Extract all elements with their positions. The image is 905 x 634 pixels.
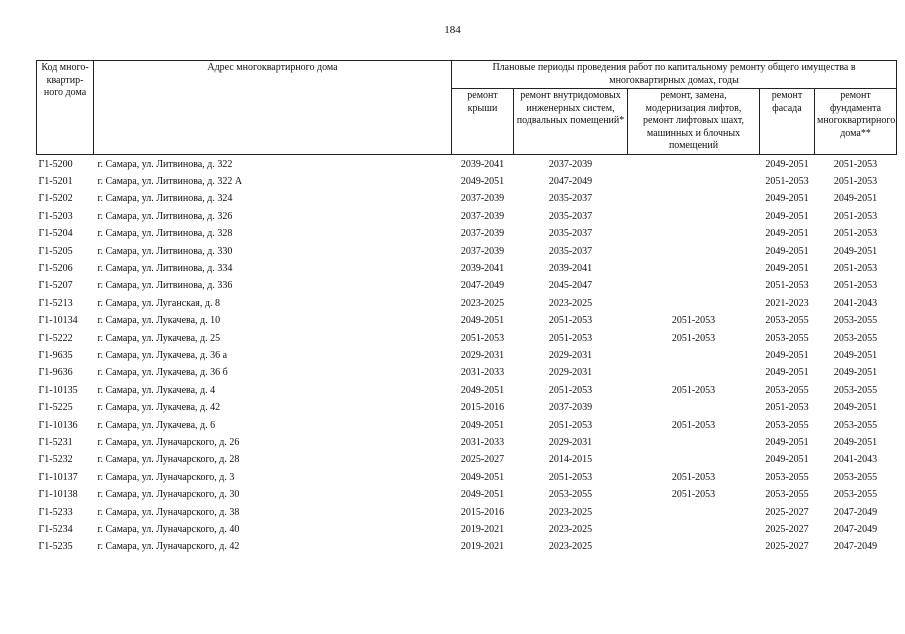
- elevators-period-cell: [628, 260, 760, 277]
- systems-period-cell: 2035-2037: [548, 245, 593, 257]
- code-cell: Г1-5231: [38, 437, 73, 448]
- code-cell: Г1-5200: [38, 158, 73, 170]
- elevators-period-cell: [628, 190, 760, 207]
- address-cell: г. Самара, ул. Литвинова, д. 322 А: [97, 175, 243, 187]
- facade-period-cell: 2053-2055: [765, 332, 809, 344]
- foundation-period-cell: 2053-2055: [833, 489, 878, 501]
- table-row: [37, 521, 897, 538]
- systems-period-cell: 2037-2039: [548, 158, 593, 170]
- code-cell: Г1-5234: [38, 524, 73, 536]
- facade-period-cell: 2049-2051: [765, 228, 809, 240]
- elevators-period-cell: [628, 295, 760, 312]
- code-cell: Г1-5235: [38, 541, 73, 553]
- facade-period-cell: 2053-2055: [765, 315, 809, 327]
- elevators-period-cell: [628, 225, 760, 242]
- table-row: [37, 312, 897, 329]
- address-cell: г. Самара, ул. Луначарского, д. 3: [97, 471, 235, 483]
- foundation-period-cell: 2047-2049: [833, 506, 878, 518]
- elevators-period-cell: 2051-2053: [671, 489, 716, 501]
- roof-period-cell: 2049-2051: [460, 489, 505, 501]
- systems-period-cell: 2029-2031: [548, 367, 593, 379]
- roof-period-cell: 2039-2041: [460, 262, 505, 274]
- elevators-period-cell: [628, 154, 760, 173]
- systems-period-cell: 2023-2025: [548, 506, 593, 518]
- table-row: [37, 190, 897, 207]
- table-row: [37, 486, 897, 503]
- foundation-period-cell: 2041-2043: [833, 454, 878, 466]
- foundation-period-cell: 2051-2053: [833, 262, 878, 274]
- facade-period-cell: 2049-2051: [765, 193, 809, 205]
- header-foundation: ремонт фундамента многоквартирного дома**: [815, 89, 897, 155]
- code-cell: Г1-5206: [38, 262, 73, 274]
- facade-period-cell: 2025-2027: [765, 506, 809, 518]
- header-address: Адрес многоквартирного дома: [94, 61, 452, 155]
- facade-period-cell: 2049-2051: [765, 367, 809, 379]
- address-cell: г. Самара, ул. Литвинова, д. 324: [97, 193, 233, 205]
- table-row: [37, 399, 897, 416]
- foundation-period-cell: 2051-2053: [833, 175, 878, 187]
- address-cell: г. Самара, ул. Лукачева, д. 4: [97, 384, 216, 396]
- foundation-period-cell: 2047-2049: [833, 524, 878, 536]
- address-cell: г. Самара, ул. Лукачева, д. 36 а: [97, 349, 228, 361]
- roof-period-cell: 2037-2039: [460, 210, 505, 222]
- systems-period-cell: 2035-2037: [548, 193, 593, 205]
- facade-period-cell: 2049-2051: [765, 454, 809, 466]
- foundation-period-cell: 2053-2055: [833, 315, 878, 327]
- foundation-period-cell: 2051-2053: [833, 158, 878, 170]
- foundation-period-cell: 2047-2049: [833, 541, 878, 553]
- address-cell: г. Самара, ул. Литвинова, д. 336: [97, 280, 233, 292]
- roof-period-cell: 2031-2033: [460, 367, 505, 379]
- table-row: [37, 538, 897, 555]
- code-cell: Г1-9635: [38, 349, 73, 361]
- facade-period-cell: 2051-2053: [765, 175, 809, 187]
- systems-period-cell: 2023-2025: [548, 524, 593, 536]
- systems-period-cell: 2045-2047: [548, 280, 593, 292]
- address-cell: г. Самара, ул. Лукачева, д. 6: [97, 419, 216, 431]
- facade-period-cell: 2021-2023: [765, 297, 809, 309]
- systems-period-cell: 2051-2053: [548, 384, 593, 396]
- systems-period-cell: 2029-2031: [548, 349, 593, 361]
- elevators-period-cell: [628, 504, 760, 521]
- table-row: [37, 417, 897, 434]
- table-row: [37, 225, 897, 242]
- table-row: [37, 504, 897, 521]
- elevators-period-cell: 2051-2053: [671, 384, 716, 396]
- systems-period-cell: 2051-2053: [548, 315, 593, 327]
- facade-period-cell: 2053-2055: [765, 419, 809, 431]
- roof-period-cell: 2051-2053: [460, 332, 505, 344]
- elevators-period-cell: 2051-2053: [671, 471, 716, 483]
- address-cell: г. Самара, ул. Литвинова, д. 330: [97, 245, 233, 257]
- systems-period-cell: 2035-2037: [548, 228, 593, 240]
- facade-period-cell: 2049-2051: [765, 245, 809, 257]
- table-row: [37, 364, 897, 381]
- address-cell: г. Самара, ул. Луначарского, д. 38: [97, 506, 240, 518]
- foundation-period-cell: 2053-2055: [833, 419, 878, 431]
- roof-period-cell: 2019-2021: [460, 524, 505, 536]
- table-row: [37, 260, 897, 277]
- table-row: [37, 208, 897, 225]
- table-row: [37, 277, 897, 294]
- code-cell: Г1-10134: [38, 315, 78, 327]
- elevators-period-cell: [628, 399, 760, 416]
- facade-period-cell: 2053-2055: [765, 471, 809, 483]
- roof-period-cell: 2029-2031: [460, 349, 505, 361]
- roof-period-cell: 2023-2025: [460, 297, 505, 309]
- roof-period-cell: 2019-2021: [460, 541, 505, 553]
- elevators-period-cell: [628, 364, 760, 381]
- elevators-period-cell: [628, 521, 760, 538]
- code-cell: Г1-10137: [38, 471, 78, 483]
- roof-period-cell: 2037-2039: [460, 228, 505, 240]
- systems-period-cell: 2014-2015: [548, 454, 593, 466]
- table-body: [37, 154, 897, 556]
- address-cell: г. Самара, ул. Луначарского, д. 26: [97, 437, 240, 448]
- table-row: [37, 173, 897, 190]
- roof-period-cell: 2049-2051: [460, 384, 505, 396]
- address-cell: г. Самара, ул. Литвинова, д. 328: [97, 228, 233, 240]
- table-row: [37, 469, 897, 486]
- elevators-period-cell: 2051-2053: [671, 332, 716, 344]
- code-cell: Г1-9636: [38, 367, 73, 379]
- facade-period-cell: 2049-2051: [765, 349, 809, 361]
- header-code: Код много-квартир-ного дома: [37, 61, 94, 155]
- elevators-period-cell: [628, 277, 760, 294]
- elevators-period-cell: 2051-2053: [671, 315, 716, 327]
- systems-period-cell: 2029-2031: [548, 437, 593, 448]
- foundation-period-cell: 2051-2053: [833, 228, 878, 240]
- facade-period-cell: 2049-2051: [765, 437, 809, 448]
- foundation-period-cell: 2049-2051: [833, 402, 878, 414]
- header-elevators: ремонт, замена, модернизация лифтов, ремонт лифтовых шахт, машинных и блочных помещений: [628, 89, 760, 155]
- roof-period-cell: 2031-2033: [460, 437, 505, 448]
- code-cell: Г1-5232: [38, 454, 73, 466]
- code-cell: Г1-5225: [38, 402, 73, 414]
- address-cell: г. Самара, ул. Луначарского, д. 42: [97, 541, 240, 553]
- code-cell: Г1-5233: [38, 506, 73, 518]
- roof-period-cell: 2037-2039: [460, 193, 505, 205]
- elevators-period-cell: 2051-2053: [671, 419, 716, 431]
- roof-period-cell: 2015-2016: [460, 402, 505, 414]
- address-cell: г. Самара, ул. Литвинова, д. 322: [97, 158, 233, 170]
- address-cell: г. Самара, ул. Лукачева, д. 10: [97, 315, 221, 327]
- table-row: [37, 434, 897, 451]
- roof-period-cell: 2049-2051: [460, 315, 505, 327]
- facade-period-cell: 2051-2053: [765, 280, 809, 292]
- address-cell: г. Самара, ул. Луганская, д. 8: [97, 297, 220, 309]
- code-cell: Г1-5213: [38, 297, 73, 309]
- header-systems: ремонт внутридомовых инженерных систем, подвальных помещений*: [514, 89, 628, 155]
- facade-period-cell: 2025-2027: [765, 524, 809, 536]
- address-cell: г. Самара, ул. Лукачева, д. 42: [97, 402, 221, 414]
- code-cell: Г1-10136: [38, 419, 78, 431]
- page-number: 184: [444, 24, 461, 36]
- systems-period-cell: 2051-2053: [548, 332, 593, 344]
- elevators-period-cell: [628, 538, 760, 555]
- systems-period-cell: 2023-2025: [548, 297, 593, 309]
- roof-period-cell: 2049-2051: [460, 471, 505, 483]
- facade-period-cell: 2049-2051: [765, 158, 809, 170]
- roof-period-cell: 2049-2051: [460, 175, 505, 187]
- roof-period-cell: 2015-2016: [460, 506, 505, 518]
- foundation-period-cell: 2049-2051: [833, 437, 878, 448]
- roof-period-cell: 2047-2049: [460, 280, 505, 292]
- facade-period-cell: 2025-2027: [765, 541, 809, 553]
- address-cell: г. Самара, ул. Литвинова, д. 326: [97, 210, 233, 222]
- table-row: [37, 295, 897, 312]
- address-cell: г. Самара, ул. Лукачева, д. 36 б: [97, 367, 228, 379]
- code-cell: Г1-5205: [38, 245, 73, 257]
- systems-period-cell: 2047-2049: [548, 175, 593, 187]
- address-cell: г. Самара, ул. Литвинова, д. 334: [97, 262, 233, 274]
- foundation-period-cell: 2049-2051: [833, 245, 878, 257]
- header-roof: ремонт крыши: [452, 89, 514, 155]
- address-cell: г. Самара, ул. Луначарского, д. 30: [97, 489, 240, 501]
- roof-period-cell: 2039-2041: [460, 158, 505, 170]
- code-cell: Г1-10138: [38, 489, 78, 501]
- foundation-period-cell: 2041-2043: [833, 297, 878, 309]
- foundation-period-cell: 2053-2055: [833, 384, 878, 396]
- elevators-period-cell: [628, 173, 760, 190]
- systems-period-cell: 2039-2041: [548, 262, 593, 274]
- address-cell: г. Самара, ул. Луначарского, д. 28: [97, 454, 240, 466]
- elevators-period-cell: [628, 208, 760, 225]
- systems-period-cell: 2037-2039: [548, 402, 593, 414]
- systems-period-cell: 2053-2055: [548, 489, 593, 501]
- code-cell: Г1-10135: [38, 384, 78, 396]
- foundation-period-cell: 2049-2051: [833, 367, 878, 379]
- table-row: [37, 382, 897, 399]
- elevators-period-cell: [628, 434, 760, 451]
- table-row: [37, 154, 897, 173]
- elevators-period-cell: [628, 451, 760, 468]
- roof-period-cell: 2037-2039: [460, 245, 505, 257]
- roof-period-cell: 2049-2051: [460, 419, 505, 431]
- systems-period-cell: 2035-2037: [548, 210, 593, 222]
- table-row: [37, 347, 897, 364]
- address-cell: г. Самара, ул. Луначарского, д. 40: [97, 524, 240, 536]
- facade-period-cell: 2049-2051: [765, 210, 809, 222]
- facade-period-cell: 2053-2055: [765, 489, 809, 501]
- foundation-period-cell: 2053-2055: [833, 471, 878, 483]
- roof-period-cell: 2025-2027: [460, 454, 505, 466]
- capital-repair-table: [36, 60, 897, 556]
- code-cell: Г1-5203: [38, 210, 73, 222]
- foundation-period-cell: 2053-2055: [833, 332, 878, 344]
- address-cell: г. Самара, ул. Лукачева, д. 25: [97, 332, 221, 344]
- header-periods: Плановые периоды проведения работ по капитальному ремонту общего имущества в многоквартирных домах, годы: [452, 61, 897, 89]
- foundation-period-cell: 2049-2051: [833, 349, 878, 361]
- facade-period-cell: 2051-2053: [765, 402, 809, 414]
- foundation-period-cell: 2049-2051: [833, 193, 878, 205]
- elevators-period-cell: [628, 347, 760, 364]
- code-cell: Г1-5201: [38, 175, 73, 187]
- header-facade: ремонт фасада: [760, 89, 815, 155]
- systems-period-cell: 2023-2025: [548, 541, 593, 553]
- elevators-period-cell: [628, 243, 760, 260]
- table-row: [37, 330, 897, 347]
- table-row: [37, 243, 897, 260]
- facade-period-cell: 2053-2055: [765, 384, 809, 396]
- foundation-period-cell: 2051-2053: [833, 280, 878, 292]
- code-cell: Г1-5202: [38, 193, 73, 205]
- table-row: [37, 451, 897, 468]
- code-cell: Г1-5222: [38, 332, 73, 344]
- systems-period-cell: 2051-2053: [548, 471, 593, 483]
- systems-period-cell: 2051-2053: [548, 419, 593, 431]
- code-cell: Г1-5204: [38, 228, 73, 240]
- foundation-period-cell: 2051-2053: [833, 210, 878, 222]
- code-cell: Г1-5207: [38, 280, 73, 292]
- facade-period-cell: 2049-2051: [765, 262, 809, 274]
